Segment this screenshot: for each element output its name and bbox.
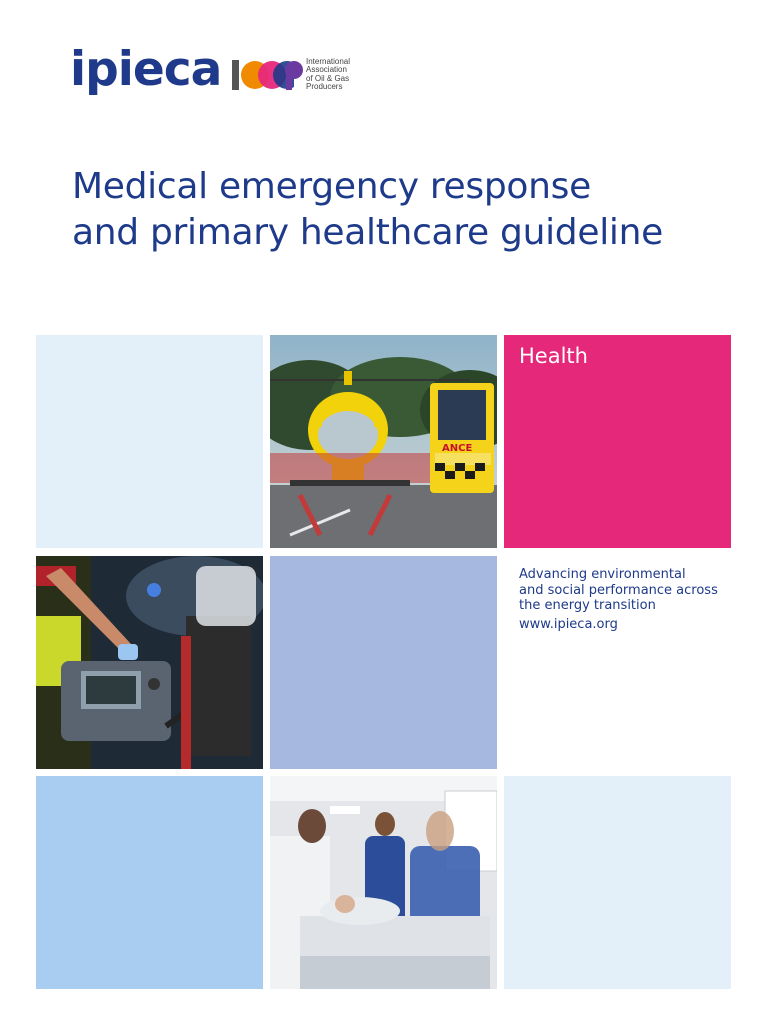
patient-head [335,895,355,913]
tagline [519,567,724,614]
tagline-line-3: the energy transition [519,598,656,613]
pale-blue-tile [36,335,263,548]
website-link[interactable]: www.ipieca.org [519,617,618,632]
doctor-head [298,809,326,843]
tagline-tile [504,556,731,769]
tagline-line-1: Advancing environmental [519,567,686,582]
medic-defibrillator-photo [36,556,263,769]
category-label: Health [519,344,588,368]
ipieca-logo: ipieca [70,42,222,97]
title-line-1: Medical emergency response [72,166,591,207]
glove [118,644,138,660]
health-category-tile [504,335,731,548]
title-line-2: and primary healthcare guideline [72,212,663,253]
ambulance-text: ANCE [442,443,473,454]
document-title [72,164,712,256]
helicopter-ambulance-photo [270,335,497,548]
iogp-name [306,58,350,92]
iogp-name-line: of Oil & Gas [306,73,350,83]
pale-blue-tile [504,776,731,989]
iogp-logo-mark [232,58,304,92]
lavender-tile [270,556,497,769]
motion-blur [270,453,430,483]
iogp-name-line: Producers [306,82,343,92]
gurney [300,916,490,956]
iogp-i-bar [232,60,239,90]
tagline-line-2: and social performance across [519,582,718,598]
sky-blue-tile [36,776,263,989]
iogp-name-line: International [306,57,351,66]
iogp-name-line: Association [306,65,347,75]
hospital-staff-gurney-photo [270,776,497,989]
